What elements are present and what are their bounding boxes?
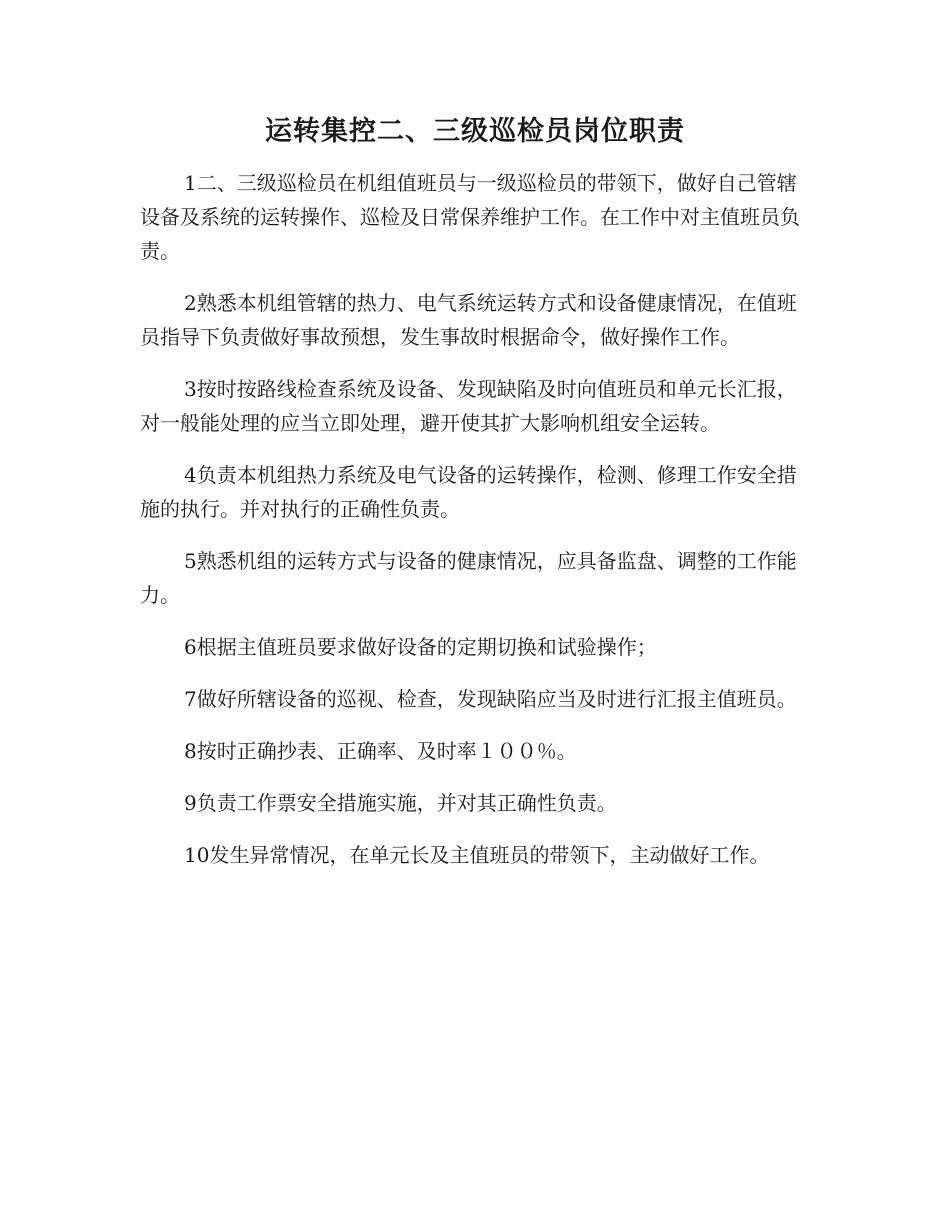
duty-clause-9: 9负责工作票安全措施实施，并对其正确性负责。 [184,791,617,815]
duty-clause-list [140,166,810,872]
duty-clause-1: 1二、三级巡检员在机组值班员与一级巡检员的带领下，做好自己管辖设备及系统的运转操作、巡检及日常保养维护工作。在工作中对主值班员负责。 [140,171,800,263]
duty-clause-6: 6根据主值班员要求做好设备的定期切换和试验操作； [184,635,657,659]
duty-clause-2: 2熟悉本机组管辖的热力、电气系统运转方式和设备健康情况，在值班员指导下负责做好事故预想，发生事故时根据命令，做好操作工作。 [140,291,797,349]
duty-clause-8: 8按时正确抄表、正确率、及时率１００％。 [184,739,577,763]
duty-clause-5: 5熟悉机组的运转方式与设备的健康情况，应具备监盘、调整的工作能力。 [140,549,797,607]
duty-clause-10: 10发生异常情况，在单元长及主值班员的带领下，主动做好工作。 [184,843,770,867]
duty-clause-7: 7做好所辖设备的巡视、检查，发现缺陷应当及时进行汇报主值班员。 [184,687,797,711]
duty-clause-3: 3按时按路线检查系统及设备、发现缺陷及时向值班员和单元长汇报，对一般能处理的应当立即处理，避开使其扩大影响机组安全运转。 [140,377,797,435]
duty-clause-4: 4负责本机组热力系统及电气设备的运转操作，检测、修理工作安全措施的执行。并对执行的正确性负责。 [140,463,797,521]
document-title: 运转集控二、三级巡检员岗位职责 [265,116,685,147]
